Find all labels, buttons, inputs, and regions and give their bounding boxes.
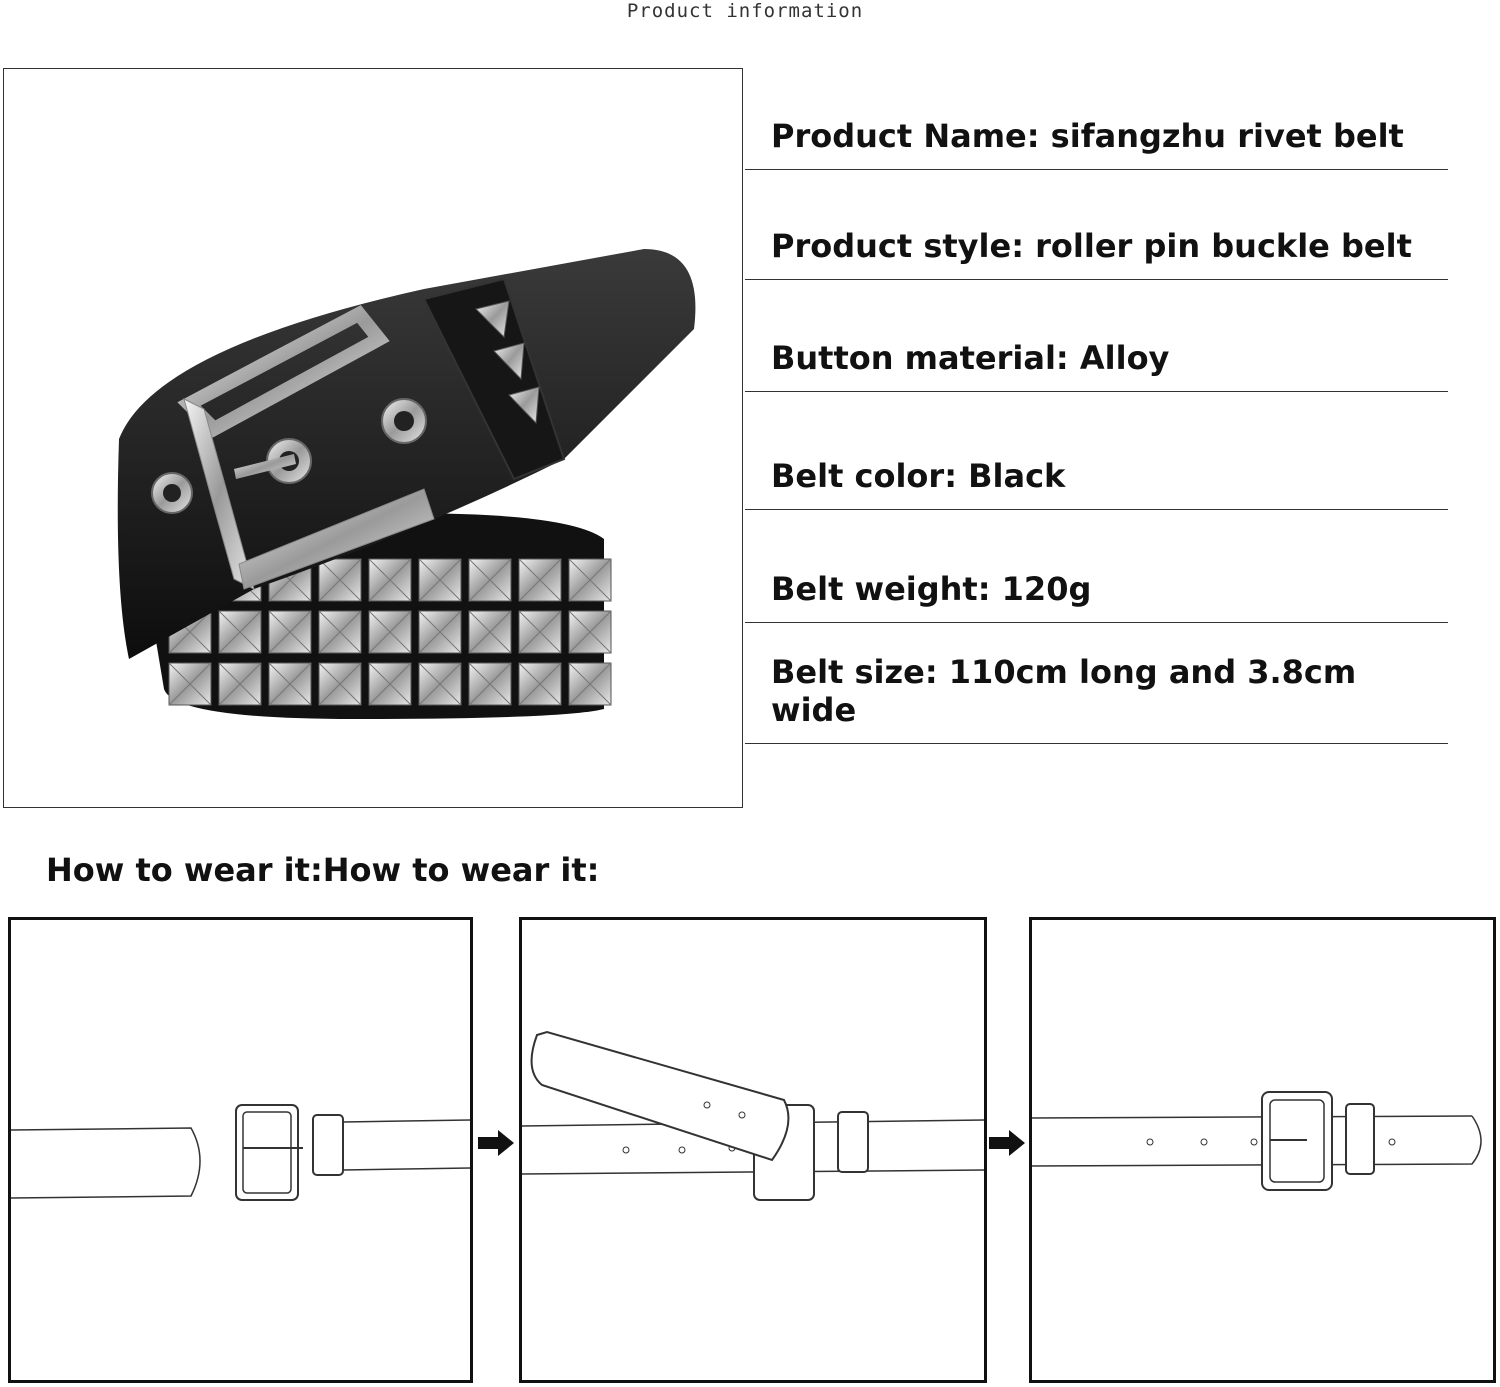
spec-button-material: Button material: Alloy — [745, 280, 1448, 392]
spec-product-style: Product style: roller pin buckle belt — [745, 170, 1448, 280]
spec-belt-color: Belt color: Black — [745, 392, 1448, 510]
step-3-illustration — [1032, 920, 1493, 1380]
how-to-wear-title: How to wear it:How to wear it: — [46, 851, 600, 889]
spec-product-name: Product Name: sifangzhu rivet belt — [745, 68, 1448, 170]
page-title: Product information — [626, 0, 864, 22]
spec-belt-size: Belt size: 110cm long and 3.8cm wide — [745, 623, 1448, 744]
step-1-illustration — [11, 920, 470, 1380]
spec-belt-weight: Belt weight: 120g — [745, 510, 1448, 623]
arrow-right-icon — [987, 1128, 1027, 1162]
step-1-panel — [8, 917, 473, 1383]
spec-list — [745, 68, 1448, 758]
product-photo — [3, 68, 743, 808]
studded-belt-image — [4, 69, 744, 809]
arrow-right-icon — [476, 1128, 516, 1162]
step-2-illustration — [522, 920, 984, 1380]
step-3-panel — [1029, 917, 1496, 1383]
step-2-panel — [519, 917, 987, 1383]
